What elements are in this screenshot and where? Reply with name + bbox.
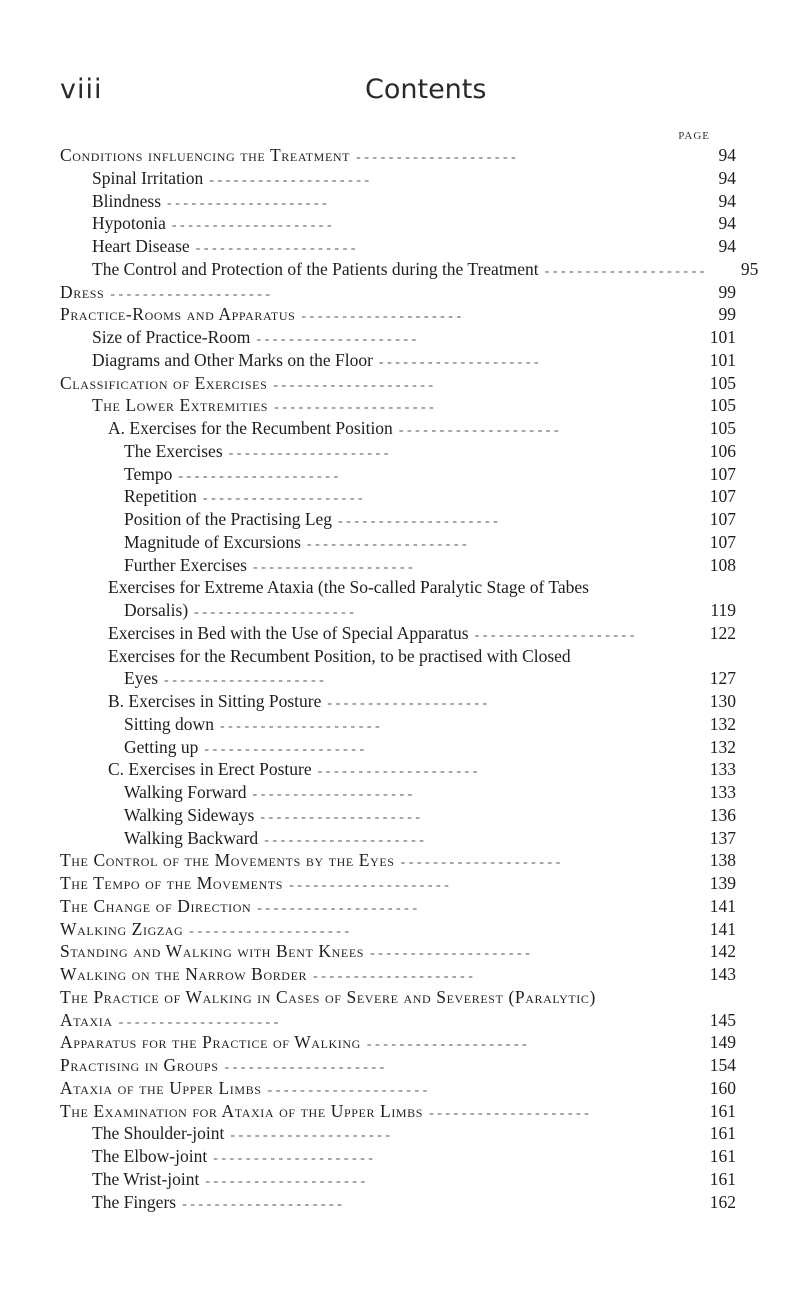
toc-entry	[60, 713, 736, 736]
toc-leader-dots: - - - - - - - - - - - - - - - - - - - -	[378, 354, 539, 370]
page-title: Contents	[365, 74, 487, 105]
toc-entry-page: 94	[718, 213, 736, 234]
toc-entry-page: 132	[709, 713, 736, 734]
toc-leader-dots: - - - - - - - - - - - - - - - - - - - -	[260, 809, 421, 825]
toc-leader-dots: - - - - - - - - - - - - - - - - - - - -	[274, 400, 434, 416]
toc-entry-page: 94	[718, 145, 736, 165]
toc-entry	[60, 599, 736, 622]
toc-entry	[60, 485, 736, 508]
toc-leader-dots: - - - - - - - - - - - - - - - - - - - -	[230, 1128, 391, 1144]
toc-leader-dots: - - - - - - - - - - - - - - - - - - - -	[209, 172, 370, 188]
toc-entry-title: Practising in Groups	[60, 1055, 219, 1075]
toc-entry-title: The Fingers	[92, 1191, 177, 1212]
toc-entry-title: The Tempo of the Movements	[60, 873, 284, 893]
toc-entry-title: Dress	[60, 281, 105, 302]
toc-entry-title: Blindness	[92, 190, 162, 211]
toc-entry	[60, 576, 736, 599]
toc-entry-title: Walking Backward	[124, 827, 259, 848]
toc-entry-page: 105	[709, 395, 736, 416]
toc-entry	[60, 508, 736, 531]
toc-entry-page: 139	[709, 873, 736, 893]
toc-leader-dots: - - - - - - - - - - - - - - - - - - - -	[264, 832, 424, 848]
toc-entry-page: 130	[709, 691, 736, 711]
toc-leader-dots: - - - - - - - - - - - - - - - - - - - -	[194, 605, 354, 620]
toc-entry-title: Sitting down	[124, 713, 214, 734]
toc-entry-page: 141	[709, 918, 736, 939]
toc-entry-page: 107	[709, 486, 736, 507]
toc-entry-title: B. Exercises in Sitting Posture	[108, 691, 322, 711]
toc-entry	[60, 1100, 736, 1123]
toc-entry-title: Exercises for Extreme Ataxia (the So-called Paralytic Stage of Tabes	[108, 577, 589, 598]
toc-entry-title: The Examination for Ataxia of the Upper Limbs	[60, 1100, 424, 1121]
toc-entry-title: Ataxia of the Upper Limbs	[60, 1077, 262, 1098]
toc-leader-dots: - - - - - - - - - - - - - - - - - - - -	[182, 1196, 342, 1212]
toc-entry	[60, 758, 736, 781]
toc-entry-page: 161	[709, 1168, 736, 1189]
toc-leader-dots: - - - - - - - - - - - - - - - - - - - -	[189, 923, 350, 939]
toc-leader-dots: - - - - - - - - - - - - - - - - - - - -	[205, 1173, 366, 1189]
toc-leader-dots: - - - - - - - - - - - - - - - - - - - -	[171, 218, 332, 234]
toc-entry	[60, 417, 736, 440]
toc-entry-title: Exercises in Bed with the Use of Special Apparatus	[108, 622, 469, 643]
toc-entry-page: 105	[709, 418, 736, 438]
toc-entry-title: The Exercises	[124, 440, 223, 461]
toc-leader-dots: - - - - - - - - - - - - - - - - - - - -	[544, 263, 705, 279]
toc-entry	[60, 1191, 736, 1214]
toc-entry	[60, 349, 736, 372]
toc-leader-dots: - - - - - - - - - - - - - - - - - - - -	[110, 286, 271, 302]
toc-entry-page: 127	[709, 668, 736, 689]
toc-entry-page: 133	[709, 759, 736, 780]
toc-entry-title: Walking Forward	[124, 782, 247, 802]
toc-entry	[60, 667, 736, 690]
toc-entry-page: 108	[709, 554, 736, 575]
toc-entry-title: The Change of Direction	[60, 895, 252, 916]
toc-entry-title: Dorsalis)	[124, 600, 189, 620]
toc-leader-dots: - - - - - - - - - - - - - - - - - - - -	[313, 969, 473, 984]
toc-entry	[60, 281, 736, 304]
toc-entry-title: Practice-Rooms and Apparatus	[60, 304, 296, 325]
toc-leader-dots: - - - - - - - - - - - - - - - - - - - -	[356, 150, 516, 165]
toc-leader-dots: - - - - - - - - - - - - - - - - - - - -	[202, 491, 363, 507]
toc-entry-page: 94	[718, 167, 736, 188]
toc-leader-dots: - - - - - - - - - - - - - - - - - - - -	[338, 514, 498, 529]
toc-leader-dots: - - - - - - - - - - - - - - - - - - - -	[118, 1014, 279, 1030]
toc-entry	[60, 918, 736, 941]
toc-entry	[60, 736, 736, 759]
toc-entry-title: Hypotonia	[92, 213, 166, 234]
toc-entry-title: The Practice of Walking in Cases of Severe and Severest (Paralytic)	[60, 986, 596, 1007]
toc-leader-dots: - - - - - - - - - - - - - - - - - - - -	[289, 878, 449, 893]
toc-entry	[60, 531, 736, 554]
toc-entry	[60, 440, 736, 463]
toc-entry	[60, 645, 736, 668]
toc-entry-page: 149	[709, 1032, 736, 1053]
toc-entry-title: Standing and Walking with Bent Knees	[60, 941, 365, 962]
toc-entry	[60, 235, 736, 258]
toc-entry-title: Magnitude of Excursions	[124, 531, 301, 552]
toc-leader-dots: - - - - - - - - - - - - - - - - - - - -	[366, 1037, 527, 1053]
toc-entry	[60, 986, 736, 1009]
toc-entry-page: 119	[710, 600, 736, 620]
toc-entry-title: Spinal Irritation	[92, 167, 204, 188]
toc-entry-page: 141	[709, 895, 736, 916]
toc-entry-page: 154	[709, 1055, 736, 1075]
toc-leader-dots: - - - - - - - - - - - - - - - - - - - -	[398, 423, 559, 438]
toc-entry-page: 138	[709, 850, 736, 871]
toc-entry-title: Eyes	[124, 668, 159, 689]
toc-entry	[60, 622, 736, 645]
toc-entry-title: Exercises for the Recumbent Position, to be practised with Closed	[108, 645, 571, 666]
toc-leader-dots: - - - - - - - - - - - - - - - - - - - -	[370, 946, 530, 962]
toc-entry	[60, 872, 736, 895]
toc-entry	[60, 963, 736, 986]
toc-entry-title: Size of Practice-Room	[92, 327, 251, 347]
toc-entry-title: Walking on the Narrow Border	[60, 964, 308, 984]
toc-entry-page: 94	[718, 236, 736, 256]
page-column-label: PAGE	[678, 130, 710, 142]
toc-entry-title: Classification of Exercises	[60, 372, 268, 393]
toc-entry-page: 161	[709, 1146, 736, 1166]
toc-entry-title: Apparatus for the Practice of Walking	[60, 1032, 361, 1053]
toc-entry-page: 160	[709, 1077, 736, 1098]
toc-entry	[60, 1145, 736, 1168]
toc-leader-dots: - - - - - - - - - - - - - - - - - - - -	[256, 332, 417, 347]
toc-entry	[60, 1168, 736, 1191]
toc-entry	[60, 326, 736, 349]
toc-leader-dots: - - - - - - - - - - - - - - - - - - - -	[257, 900, 417, 916]
toc-entry-page: 122	[709, 622, 736, 643]
toc-entry-page: 105	[709, 372, 736, 393]
toc-entry-page: 95	[740, 258, 759, 279]
toc-entry	[60, 190, 736, 213]
toc-entry-title: Diagrams and Other Marks on the Floor	[92, 349, 373, 370]
toc-entry-title: The Shoulder-joint	[92, 1123, 225, 1144]
toc-entry-title: Getting up	[124, 736, 199, 757]
toc-entry-page: 142	[709, 941, 736, 962]
toc-entry-title: Conditions influencing the Treatment	[60, 145, 351, 165]
toc-entry	[60, 144, 736, 167]
toc-entry-page: 99	[718, 304, 736, 325]
toc-entry-page: 145	[709, 1009, 736, 1030]
toc-entry	[60, 849, 736, 872]
toc-leader-dots: - - - - - - - - - - - - - - - - - - - -	[252, 559, 413, 575]
toc-leader-dots: - - - - - - - - - - - - - - - - - - - -	[219, 718, 380, 734]
toc-leader-dots: - - - - - - - - - - - - - - - - - - - -	[306, 536, 467, 552]
toc-entry-page: 161	[709, 1123, 736, 1144]
toc-entry	[60, 1009, 736, 1032]
toc-entry	[60, 554, 736, 577]
toc-leader-dots: - - - - - - - - - - - - - - - - - - - -	[164, 673, 324, 689]
toc-entry-title: C. Exercises in Erect Posture	[108, 759, 312, 780]
toc-entry-title: The Wrist-joint	[92, 1168, 200, 1189]
toc-leader-dots: - - - - - - - - - - - - - - - - - - - -	[213, 1151, 373, 1166]
toc-entry	[60, 690, 736, 713]
toc-entry-title: Repetition	[124, 486, 197, 507]
toc-entry	[60, 804, 736, 827]
toc-entry	[60, 1077, 736, 1100]
toc-leader-dots: - - - - - - - - - - - - - - - - - - - -	[400, 855, 561, 871]
toc-entry-title: Tempo	[124, 463, 173, 484]
toc-leader-dots: - - - - - - - - - - - - - - - - - - - -	[178, 468, 339, 484]
toc-entry-title: Heart Disease	[92, 236, 190, 256]
toc-entry	[60, 895, 736, 918]
toc-entry-page: 143	[709, 964, 736, 984]
toc-entry-page: 162	[709, 1191, 736, 1212]
toc-entry	[60, 258, 759, 281]
toc-entry	[60, 1054, 736, 1077]
toc-leader-dots: - - - - - - - - - - - - - - - - - - - -	[429, 1105, 589, 1121]
toc-leader-dots: - - - - - - - - - - - - - - - - - - - -	[195, 241, 356, 256]
page-header	[0, 74, 800, 114]
toc-entry-title: Further Exercises	[124, 554, 247, 575]
toc-entry-title: Walking Sideways	[124, 804, 255, 825]
toc-entry	[60, 781, 736, 804]
toc-entry	[60, 303, 736, 326]
toc-leader-dots: - - - - - - - - - - - - - - - - - - - -	[474, 627, 635, 643]
toc-leader-dots: - - - - - - - - - - - - - - - - - - - -	[167, 195, 327, 211]
toc-entry-page: 136	[709, 804, 736, 825]
toc-entry-page: 161	[709, 1100, 736, 1121]
toc-entry-page: 99	[718, 281, 736, 302]
toc-entry-page: 137	[709, 827, 736, 848]
toc-entry-page: 133	[709, 782, 736, 802]
toc-entry-title: The Lower Extremities	[92, 395, 269, 416]
toc-entry	[60, 1031, 736, 1054]
toc-entry-title: A. Exercises for the Recumbent Position	[108, 418, 393, 438]
toc-leader-dots: - - - - - - - - - - - - - - - - - - - -	[228, 445, 389, 461]
toc-leader-dots: - - - - - - - - - - - - - - - - - - - -	[317, 764, 478, 780]
toc-entry-title: The Control and Protection of the Patients during the Treatment	[92, 258, 539, 279]
toc-leader-dots: - - - - - - - - - - - - - - - - - - - -	[327, 696, 488, 711]
toc-entry-title: Walking Zigzag	[60, 918, 184, 939]
toc-entry-page: 101	[709, 327, 736, 347]
toc-entry	[60, 940, 736, 963]
toc-entry-page: 107	[709, 531, 736, 552]
toc-entry	[60, 394, 736, 417]
toc-entry-title: The Control of the Movements by the Eyes	[60, 850, 395, 871]
toc-leader-dots: - - - - - - - - - - - - - - - - - - - -	[252, 787, 413, 802]
toc-entry-page: 94	[718, 190, 736, 211]
toc-entry	[60, 827, 736, 850]
toc-entry-page: 106	[709, 440, 736, 461]
toc-entry-page: 107	[709, 463, 736, 484]
page-number: viii	[60, 74, 103, 105]
toc-leader-dots: - - - - - - - - - - - - - - - - - - - -	[224, 1060, 385, 1075]
toc-entry-page: 107	[709, 509, 736, 529]
toc-entry	[60, 1122, 736, 1145]
toc-entry-title: Ataxia	[60, 1009, 113, 1030]
toc-entry	[60, 212, 736, 235]
toc-entry	[60, 463, 736, 486]
table-of-contents	[60, 144, 759, 1213]
toc-entry-page: 132	[709, 736, 736, 757]
toc-leader-dots: - - - - - - - - - - - - - - - - - - - -	[301, 309, 462, 325]
toc-entry	[60, 372, 736, 395]
toc-entry-page: 101	[709, 349, 736, 370]
toc-leader-dots: - - - - - - - - - - - - - - - - - - - -	[273, 377, 434, 393]
toc-entry	[60, 167, 736, 190]
toc-leader-dots: - - - - - - - - - - - - - - - - - - - -	[204, 741, 365, 757]
toc-entry-title: Position of the Practising Leg	[124, 509, 333, 529]
toc-entry-title: The Elbow-joint	[92, 1146, 208, 1166]
toc-leader-dots: - - - - - - - - - - - - - - - - - - - -	[267, 1082, 428, 1098]
